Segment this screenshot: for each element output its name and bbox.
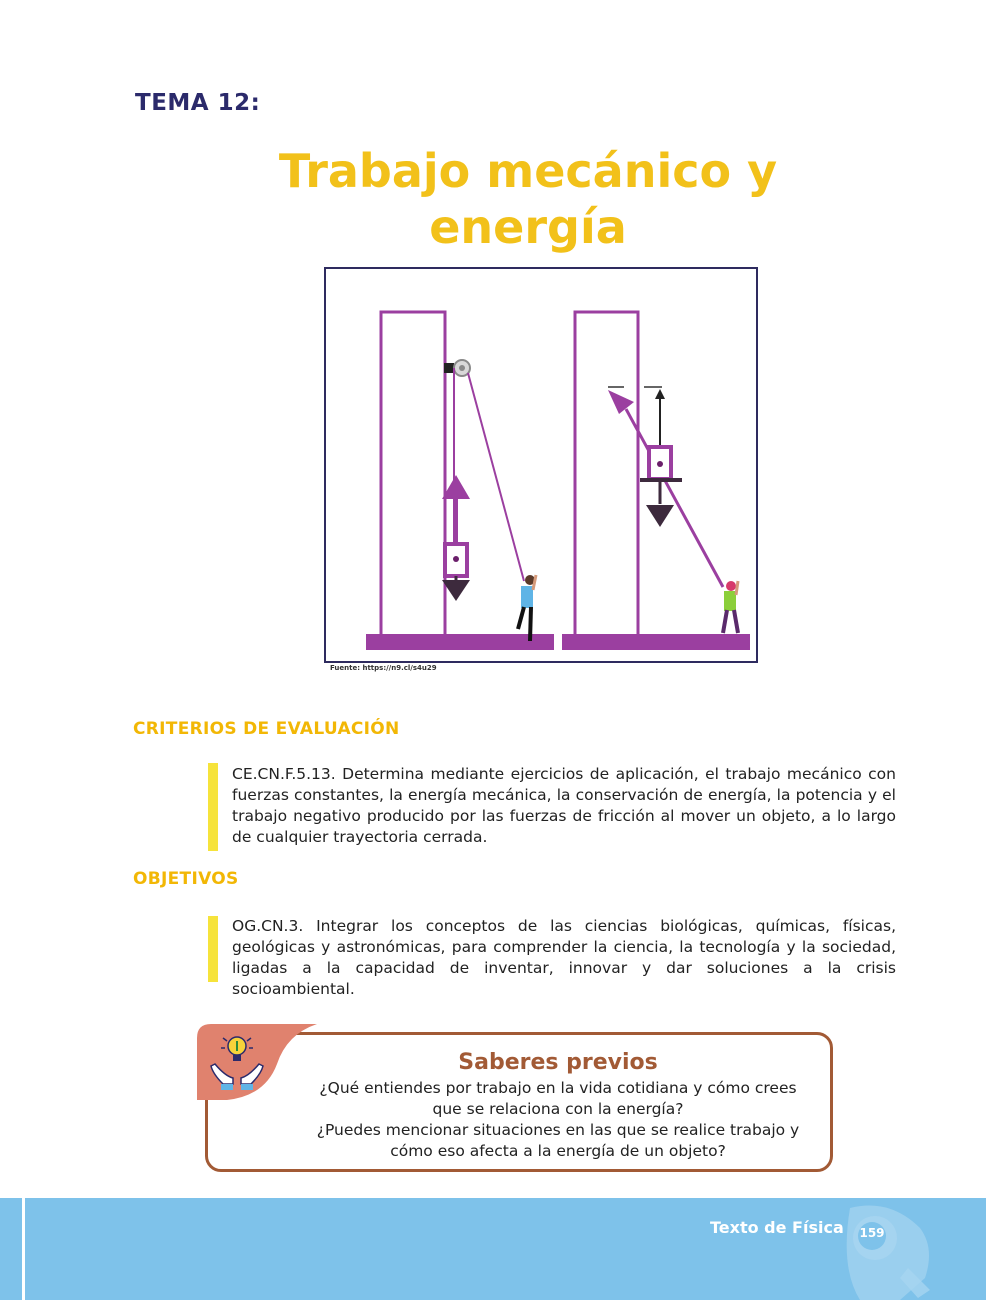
pulley-diagram — [326, 269, 756, 661]
saberes-question-1-line-2: que se relaciona con la energía? — [432, 1100, 684, 1118]
pulley-mount — [444, 363, 454, 373]
saberes-question-2-line-1: ¿Puedes mencionar situaciones en las que se realice trabajo y — [316, 1121, 800, 1139]
page-title-line-2: energía — [429, 200, 627, 254]
rocket-icon — [830, 1198, 960, 1300]
objetivos-heading: OBJETIVOS — [133, 869, 239, 889]
person-right-head — [726, 581, 736, 591]
page-number: 159 — [859, 1226, 885, 1240]
page-title-line-1: Trabajo mecánico y — [278, 144, 778, 198]
footer-label: Texto de Física — [710, 1218, 844, 1237]
left-pillar — [381, 312, 445, 636]
saberes-title: Saberes previos — [458, 1050, 658, 1075]
left-floor — [366, 634, 554, 650]
person-left-body — [521, 586, 533, 608]
platform — [640, 478, 682, 482]
rope-diagonal — [468, 373, 524, 581]
down-arrow-right-icon — [646, 505, 674, 527]
criterios-text: CE.CN.F.5.13. Determina mediante ejercicios de aplicación, el trabajo mecánico con fuerzas constantes, la energía mecánica, la conservación de energía, la potencia y el trabajo negativo producido por las fuerzas de fricción al mover un objeto, a lo largo de cualquier trayectoria cerrada. — [232, 765, 896, 846]
objetivos-bar — [208, 916, 218, 982]
pull-line — [626, 409, 723, 587]
person-right-body — [724, 591, 736, 611]
saberes-question-1-line-1: ¿Qué entiendes por trabajo en la vida cotidiana y cómo crees — [319, 1079, 797, 1097]
diagonal-arrow-icon — [608, 390, 634, 414]
right-floor — [562, 634, 750, 650]
footer-divider — [22, 1198, 25, 1300]
figure-source: Fuente: https://n9.cl/s4u29 — [330, 664, 437, 672]
criterios-heading: CRITERIOS DE EVALUACIÓN — [133, 719, 400, 739]
thin-up-arrow-icon — [655, 389, 665, 399]
right-pillar — [575, 312, 638, 636]
objetivos-text: OG.CN.3. Integrar los conceptos de las ciencias biológicas, químicas, físicas, geológicas y astronómicas, para comprender la ciencia, la tecnología y la sociedad, ligadas a la capacidad de inventar, innovar y dar soluciones a la crisis socioambiental. — [232, 917, 896, 998]
pulley-illustration — [324, 267, 758, 663]
tema-label: TEMA 12: — [135, 90, 261, 116]
criterios-bar — [208, 763, 218, 851]
saberes-question-2-line-2: cómo eso afecta a la energía de un objeto? — [390, 1142, 726, 1160]
